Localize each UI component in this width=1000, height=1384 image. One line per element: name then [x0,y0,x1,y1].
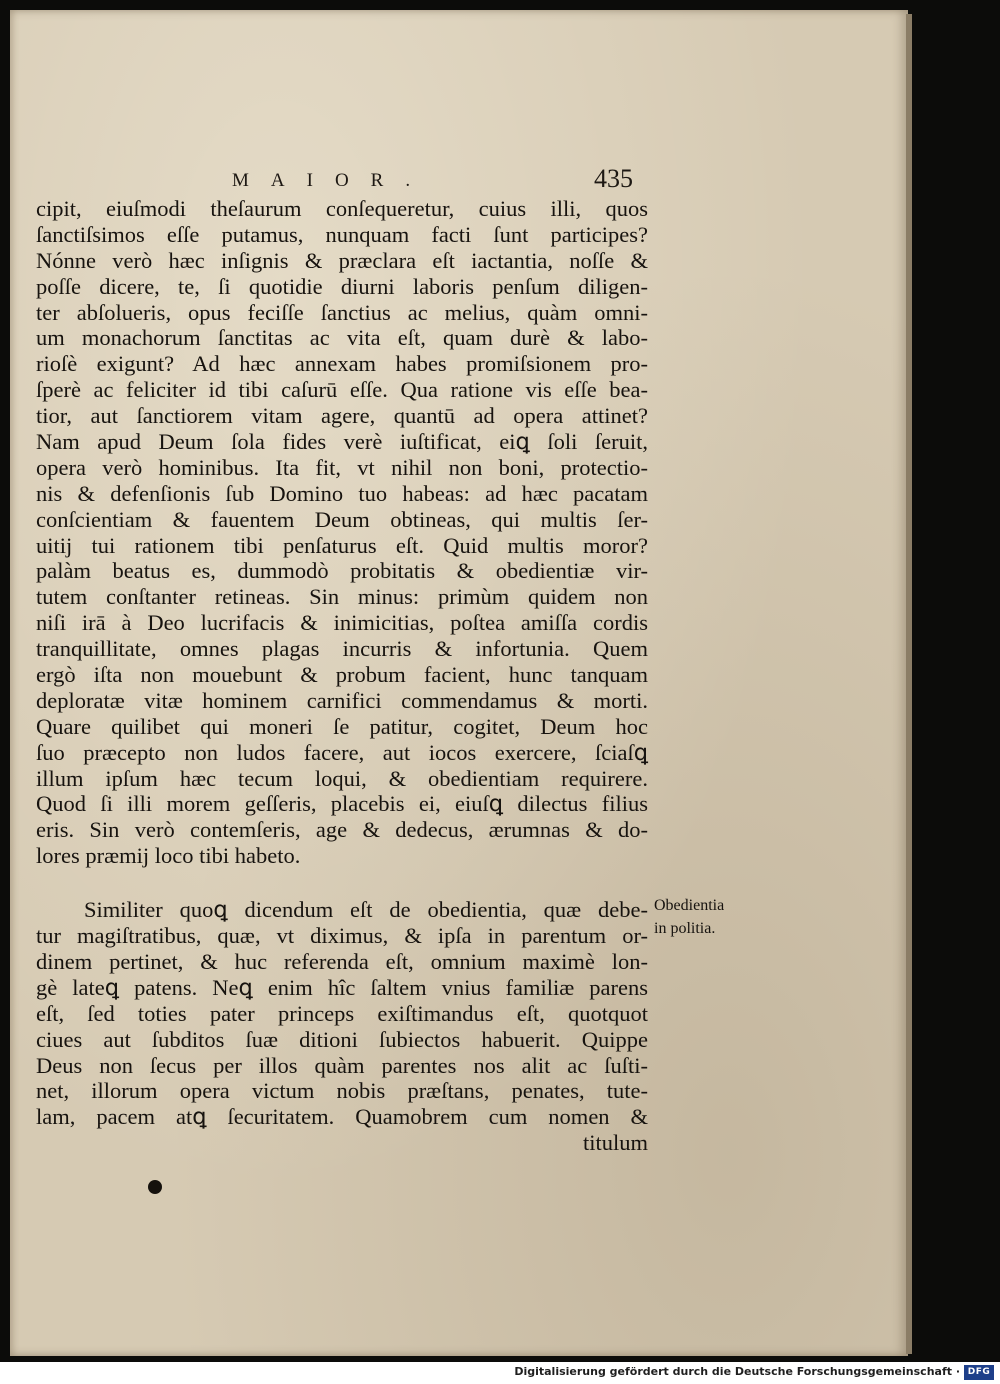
margin-note-line: Obedientia [654,897,725,914]
text-line: nis & defenſionis ſub Domino tuo habeas: ad hæc pacatam [36,480,648,506]
text-line: ſanctiſsimos eſſe putamus, nunquam facti ſunt participes? [36,221,648,247]
text-line: Similiter quoꝗ dicendum eſt de obedientia, quæ debe- [84,897,648,923]
text-line: tranquillitate, omnes plagas incurris & infortunia. Quem [36,636,648,662]
text-line: lam, pacem atꝗ ſecuritatem. Quamobrem cum nomen & [36,1104,648,1130]
footer-credit: Digitalisierung gefördert durch die Deutsche Forschungsgemeinschaft · [514,1365,960,1378]
text-line: Quare quilibet qui moneri ſe patitur, cogitet, Deum hoc [36,713,648,739]
text-line: niſi irā à Deo lucrifacis & inimicitias, poſtea amiſſa cordis [36,610,648,636]
text-line: ſuo præcepto non ludos facere, aut iocos exercere, ſciaſꝗ [36,739,648,765]
paragraph-1 [36,196,648,869]
text-line: Deus non ſecus per illos quàm parentes nos alit ac ſuſti- [36,1052,648,1078]
running-head [232,164,652,198]
main-text [36,196,648,1156]
text-line: ſperè ac feliciter id tibi caſurū eſſe. Qua ratione vis eſſe bea- [36,377,648,403]
text-line: deploratæ vitæ hominem carnifici commendamus & morti. [36,687,648,713]
text-line: tior, aut ſanctiorem vitam agere, quantū ad opera attinet? [36,403,648,429]
text-line: gè lateꝗ patens. Neꝗ enim hîc ſaltem vnius familiæ parens [36,974,648,1000]
margin-note-line: in politia. [654,920,716,937]
footer-bar [0,1362,1000,1384]
text-line: Nam apud Deum ſola fides verè iuſtificat, eiꝗ ſoli ſeruit, [36,429,648,455]
catchword: titulum [582,1130,648,1156]
ink-blot [148,1180,162,1194]
text-line: eſt, ſed toties pater princeps exiſtimandus eſt, quotquot [36,1000,648,1026]
page-edge [906,14,912,1354]
text-line: tutem conſtanter retineas. Sin minus: primùm quidem non [36,584,648,610]
text-line: ter abſolueris, opus feciſſe ſanctius ac melius, quàm omni- [36,299,648,325]
paragraph-gap [36,869,648,897]
text-line: palàm beatus es, dummodò probitatis & obedientiæ vir- [36,558,648,584]
text-line: net, illorum opera victum nobis præſtans, penates, tute- [36,1078,648,1104]
text-line: illum ipſum hæc tecum loqui, & obedientiam requirere. [36,765,648,791]
page-number: 435 [594,164,633,193]
text-line: conſcientiam & fauentem Deum obtineas, qui multis ſer- [36,506,648,532]
paragraph-2 [36,897,648,1130]
text-line: lores præmij loco tibi habeto. [36,843,301,869]
text-line: ciues aut ſubditos ſuæ ditioni ſubiectos habuerit. Quippe [36,1026,648,1052]
text-line: Nónne verò hæc inſignis & præclara eſt iactantia, noſſe & [36,247,648,273]
margin-note [654,894,784,940]
running-head-title: MAIOR. [232,170,433,191]
text-line: ergò iſta non mouebunt & probum facient, hunc tanquam [36,662,648,688]
text-line: um monachorum ſanctitas ac vita eſt, quam durè & labo- [36,325,648,351]
text-line: rioſè exigunt? Ad hæc annexam habes promiſsionem pro- [36,351,648,377]
text-line: dinem pertinet, & huc referenda eſt, omnium maximè lon- [36,948,648,974]
text-line: Quod ſi illi morem geſſeris, placebis ei, eiuſꝗ dilectus filius [36,791,648,817]
text-line: tur magiſtratibus, quæ, vt diximus, & ipſa in parentum or- [36,923,648,949]
text-line: cipit, eiuſmodi theſaurum conſequeretur, cuius illi, quos [36,196,648,221]
text-line: poſſe dicere, te, ſi quotidie diurni laboris penſum diligen- [36,273,648,299]
text-line: opera verò hominibus. Ita fit, vt nihil non boni, protectio- [36,454,648,480]
text-line: uitij tui rationem tibi penſaturus eſt. Quid multis moror? [36,532,648,558]
text-line: eris. Sin verò contemſeris, age & dedecus, ærumnas & do- [36,817,648,843]
dfg-logo: DFG [964,1365,994,1380]
